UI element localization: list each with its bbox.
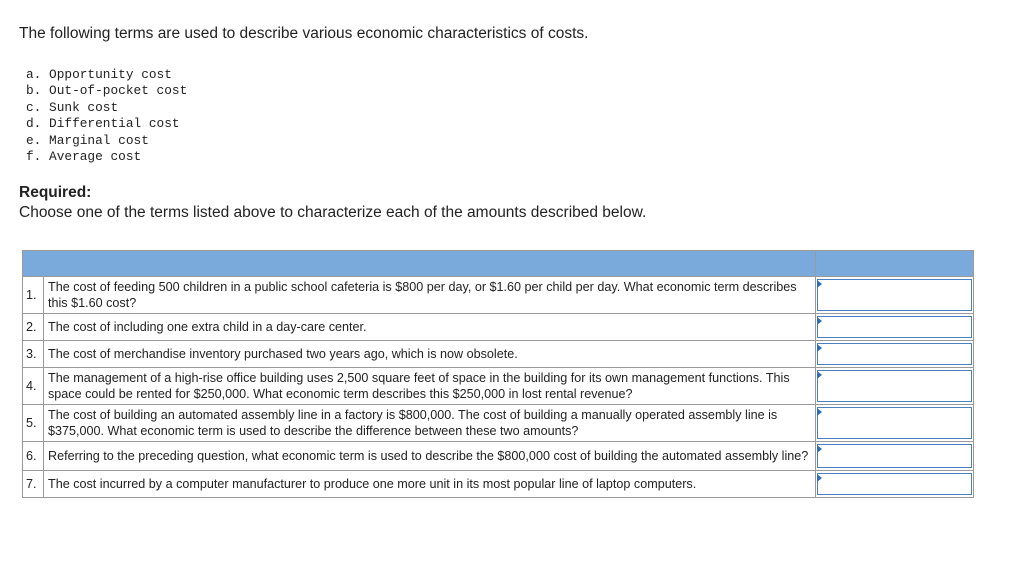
answer-dropdown[interactable] — [816, 341, 974, 368]
dropdown-arrow-icon — [817, 317, 822, 325]
question-text: The cost incurred by a computer manufacturer to produce one more unit in its most popular line of laptop computers. — [44, 471, 816, 498]
term-item: f. Average cost — [26, 148, 142, 164]
header-cell-answer — [816, 251, 974, 277]
dropdown-arrow-icon — [817, 280, 822, 288]
question-text: The cost of including one extra child in a day-care center. — [44, 314, 816, 341]
question-number: 3. — [23, 341, 44, 368]
table-row — [23, 314, 974, 341]
table-row — [23, 277, 974, 314]
required-instruction: Choose one of the terms listed above to characterize each of the amounts described below. — [19, 204, 647, 221]
dropdown-arrow-icon — [817, 371, 822, 379]
term-item: d. Differential cost — [26, 116, 180, 132]
term-item: a. Opportunity cost — [26, 67, 172, 82]
question-number: 6. — [23, 442, 44, 471]
header-cell — [23, 251, 816, 277]
answer-dropdown[interactable] — [816, 368, 974, 405]
answer-dropdown[interactable] — [816, 314, 974, 341]
question-number: 2. — [23, 314, 44, 341]
answer-dropdown[interactable] — [816, 442, 974, 471]
questions-table — [22, 250, 974, 498]
table-row — [23, 368, 974, 405]
dropdown-arrow-icon — [817, 445, 822, 453]
answer-select-box[interactable] — [817, 370, 972, 402]
answer-select-box[interactable] — [817, 444, 972, 468]
answer-dropdown[interactable] — [816, 277, 974, 314]
terms-list — [26, 67, 187, 165]
answer-select-box[interactable] — [817, 343, 972, 365]
answer-select-box[interactable] — [817, 279, 972, 311]
intro-text: The following terms are used to describe various economic characteristics of costs. — [19, 25, 589, 42]
table-row — [23, 405, 974, 442]
answer-dropdown[interactable] — [816, 405, 974, 442]
question-text: Referring to the preceding question, what economic term is used to describe the $800,000 cost of building the automated assembly line? — [44, 442, 816, 471]
term-item: c. Sunk cost — [26, 99, 119, 115]
table-row — [23, 341, 974, 368]
dropdown-arrow-icon — [817, 474, 822, 482]
answer-select-box[interactable] — [817, 316, 972, 338]
question-number: 5. — [23, 405, 44, 442]
table-header-row — [23, 251, 974, 277]
term-item: e. Marginal cost — [26, 132, 149, 148]
dropdown-arrow-icon — [817, 344, 822, 352]
answer-select-box[interactable] — [817, 407, 972, 439]
question-text: The cost of feeding 500 children in a public school cafeteria is $800 per day, or $1.60 per child per day. What economic term describes this $1.60 cost? — [44, 277, 816, 314]
question-number: 4. — [23, 368, 44, 405]
dropdown-arrow-icon — [817, 408, 822, 416]
question-text: The management of a high-rise office building uses 2,500 square feet of space in the building for its own management functions. This space could be rented for $250,000. What economic term describes this $250,000 in lost rental revenue? — [44, 368, 816, 405]
table-row — [23, 471, 974, 498]
term-item: b. Out-of-pocket cost — [26, 83, 188, 99]
table-row — [23, 442, 974, 471]
question-text: The cost of building an automated assembly line in a factory is $800,000. The cost of building a manually operated assembly line is $375,000. What economic term is used to describe the difference between these two amounts? — [44, 405, 816, 442]
required-heading: Required: — [19, 184, 92, 201]
question-number: 1. — [23, 277, 44, 314]
question-number: 7. — [23, 471, 44, 498]
answer-dropdown[interactable] — [816, 471, 974, 498]
answer-select-box[interactable] — [817, 473, 972, 495]
question-text: The cost of merchandise inventory purchased two years ago, which is now obsolete. — [44, 341, 816, 368]
